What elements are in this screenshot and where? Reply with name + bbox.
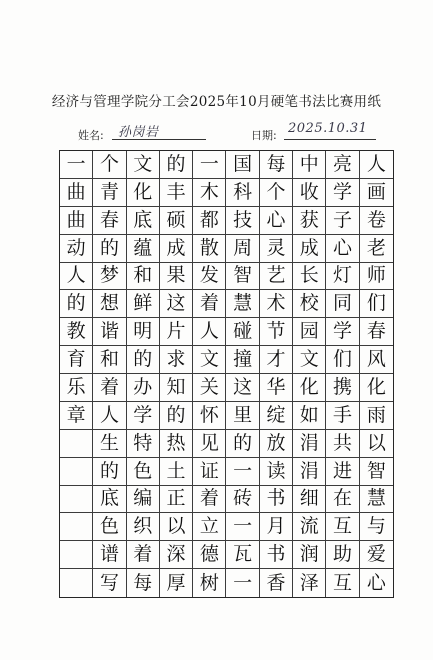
grid-cell: 这 — [226, 374, 259, 402]
grid-cell: 心 — [366, 571, 386, 594]
grid-cell: 子 — [326, 207, 359, 235]
grid-cell: 人 — [360, 151, 393, 179]
grid-cell: 月 — [260, 513, 293, 541]
grid-cell: 师 — [360, 263, 393, 291]
grid-cell: 化 — [127, 179, 160, 207]
grid-cell: 文 — [293, 346, 326, 374]
grid-cell: 如 — [293, 402, 326, 430]
grid-cell: 热 — [160, 430, 193, 458]
grid-cell: 周 — [226, 235, 259, 263]
sheet-title: 经济与管理学院分工会2025年10月硬笔书法比赛用纸 — [51, 94, 382, 110]
grid-cell: 艺 — [260, 263, 293, 291]
grid-cell: 深 — [160, 541, 193, 569]
grid-cell: 春 — [360, 318, 393, 346]
grid-cell: 科 — [226, 179, 259, 207]
grid-cell: 怀 — [193, 402, 226, 430]
grid-cell: 技 — [226, 207, 259, 235]
grid-cell — [60, 486, 93, 514]
grid-cell: 书 — [260, 541, 293, 569]
grid-cell — [60, 569, 93, 597]
grid-cell: 的 — [93, 458, 126, 486]
grid-cell: 互 — [326, 569, 359, 597]
name-label: 姓名: — [78, 129, 104, 142]
grid-cell: 每 — [127, 569, 160, 597]
grid-cell: 放 — [260, 430, 293, 458]
grid-cell: 关 — [193, 374, 226, 402]
grid-cell: 人 — [60, 263, 93, 291]
grid-cell — [60, 541, 93, 569]
grid-cell: 撞 — [226, 346, 259, 374]
name-value: 孙岗岩 — [118, 125, 159, 140]
grid-cell: 色 — [127, 458, 160, 486]
grid-cell: 学 — [326, 179, 359, 207]
grid-cell: 人 — [93, 402, 126, 430]
grid-cell: 细 — [293, 486, 326, 514]
grid-cell: 都 — [193, 207, 226, 235]
grid-cell: 发 — [193, 263, 226, 291]
grid-cell: 灯 — [326, 263, 359, 291]
grid-cell: 画 — [360, 179, 393, 207]
grid-cell: 书 — [260, 486, 293, 514]
grid-cell: 一 — [226, 569, 259, 597]
grid-cell: 碰 — [226, 318, 259, 346]
grid-cell: 瓦 — [226, 541, 259, 569]
grid-cell: 校 — [293, 290, 326, 318]
date-underline — [284, 139, 376, 140]
grid-cell: 曲 — [60, 179, 93, 207]
grid-cell: 知 — [160, 374, 193, 402]
grid-cell: 厚 — [160, 569, 193, 597]
grid-cell: 乐 — [60, 374, 93, 402]
grid-cell: 慧 — [226, 290, 259, 318]
grid-cell: 长 — [293, 263, 326, 291]
grid-cell: 互 — [326, 513, 359, 541]
grid-cell: 以 — [360, 430, 393, 458]
grid-cell: 助 — [326, 541, 359, 569]
grid-cell: 砖 — [226, 486, 259, 514]
grid-cell: 心 — [260, 207, 293, 235]
grid-cell: 想 — [93, 290, 126, 318]
grid-cell: 人 — [193, 318, 226, 346]
grid-cell: 学 — [326, 318, 359, 346]
grid-cell: 心 — [326, 235, 359, 263]
grid-cell: 编 — [127, 486, 160, 514]
grid-cell: 个 — [93, 151, 126, 179]
grid-cell: 学 — [127, 402, 160, 430]
grid-cell: 土 — [160, 458, 193, 486]
grid-cell: 曲 — [60, 207, 93, 235]
grid-cell: 与 — [360, 513, 393, 541]
grid-cell: 手 — [326, 402, 359, 430]
grid-cell: 一 — [193, 151, 226, 179]
grid-cell: 的 — [160, 402, 193, 430]
grid-cell: 谐 — [93, 318, 126, 346]
grid-cell: 见 — [193, 430, 226, 458]
grid-cell: 节 — [260, 318, 293, 346]
grid-cell: 证 — [193, 458, 226, 486]
grid-cell: 特 — [127, 430, 160, 458]
writing-grid — [59, 150, 394, 598]
grid-cell: 风 — [360, 346, 393, 374]
grid-cell: 以 — [160, 513, 193, 541]
grid-cell: 着 — [93, 374, 126, 402]
grid-cell: 泽 — [293, 569, 326, 597]
grid-cell: 蕴 — [127, 235, 160, 263]
grid-cell: 绽 — [260, 402, 293, 430]
grid-cell: 雨 — [360, 402, 393, 430]
date-value: 2025.10.31 — [288, 121, 368, 136]
grid-cell: 谱 — [93, 541, 126, 569]
grid-cell: 共 — [326, 430, 359, 458]
grid-cell: 果 — [160, 263, 193, 291]
grid-cell: 织 — [127, 513, 160, 541]
grid-cell: 的 — [60, 290, 93, 318]
grid-cell: 智 — [360, 458, 393, 486]
grid-cell: 着 — [193, 290, 226, 318]
grid-cell: 华 — [260, 374, 293, 402]
grid-cell: 们 — [326, 346, 359, 374]
grid-cell: 和 — [93, 346, 126, 374]
grid-cell: 底 — [127, 207, 160, 235]
grid-cell: 同 — [326, 290, 359, 318]
grid-cell: 底 — [93, 486, 126, 514]
grid-cell: 的 — [93, 235, 126, 263]
grid-cell: 的 — [127, 346, 160, 374]
grid-cell: 灵 — [260, 235, 293, 263]
grid-cell: 成 — [293, 235, 326, 263]
grid-cell: 获 — [293, 207, 326, 235]
grid-cell — [60, 458, 93, 486]
grid-cell: 进 — [326, 458, 359, 486]
grid-cell: 们 — [360, 290, 393, 318]
date-label: 日期: — [251, 129, 277, 142]
grid-cell: 着 — [193, 486, 226, 514]
grid-cell: 读 — [260, 458, 293, 486]
grid-cell — [60, 430, 93, 458]
grid-cell: 老 — [360, 235, 393, 263]
grid-cell: 立 — [193, 513, 226, 541]
grid-cell: 每 — [260, 151, 293, 179]
grid-cell: 春 — [93, 207, 126, 235]
grid-cell: 动 — [60, 235, 93, 263]
grid-cell: 教 — [60, 318, 93, 346]
grid-cell: 涓 — [293, 430, 326, 458]
grid-cell: 硕 — [160, 207, 193, 235]
grid-cell: 文 — [127, 151, 160, 179]
grid-cell: 香 — [260, 569, 293, 597]
grid-cell: 爱 — [360, 541, 393, 569]
grid-cell: 的 — [226, 430, 259, 458]
grid-cell: 亮 — [326, 151, 359, 179]
grid-cell: 国 — [226, 151, 259, 179]
grid-cell: 流 — [293, 513, 326, 541]
grid-cell: 梦 — [93, 263, 126, 291]
name-underline — [112, 139, 206, 140]
grid-cell: 涓 — [293, 458, 326, 486]
grid-cell: 片 — [160, 318, 193, 346]
grid-cell: 化 — [293, 374, 326, 402]
grid-cell: 化 — [360, 374, 393, 402]
grid-cell: 木 — [193, 179, 226, 207]
grid-cell: 园 — [293, 318, 326, 346]
grid-cell: 的 — [160, 151, 193, 179]
grid-cell: 一 — [60, 151, 93, 179]
grid-cell: 成 — [160, 235, 193, 263]
grid-cell: 着 — [127, 541, 160, 569]
grid-cell: 文 — [193, 346, 226, 374]
grid-cell: 术 — [260, 290, 293, 318]
grid-cell: 智 — [226, 263, 259, 291]
grid-cell: 章 — [60, 402, 93, 430]
grid-cell: 和 — [127, 263, 160, 291]
grid-cell: 德 — [193, 541, 226, 569]
grid-cell: 生 — [93, 430, 126, 458]
grid-cell: 散 — [193, 235, 226, 263]
grid-cell: 色 — [93, 513, 126, 541]
grid-cell: 中 — [293, 151, 326, 179]
grid-cell: 育 — [60, 346, 93, 374]
grid-cell: 收 — [293, 179, 326, 207]
grid-cell: 青 — [93, 179, 126, 207]
grid-cell: 才 — [260, 346, 293, 374]
grid-cell: 携 — [326, 374, 359, 402]
grid-cell: 一 — [226, 513, 259, 541]
grid-cell: 个 — [260, 179, 293, 207]
grid-cell: 正 — [160, 486, 193, 514]
grid-cell: 润 — [293, 541, 326, 569]
grid-cell: 办 — [127, 374, 160, 402]
grid-cell: 写 — [93, 569, 126, 597]
grid-cell: 明 — [127, 318, 160, 346]
grid-cell: 卷 — [360, 207, 393, 235]
grid-cell: 在 — [326, 486, 359, 514]
grid-cell: 丰 — [160, 179, 193, 207]
grid-cell: 里 — [226, 402, 259, 430]
grid-cell: 鲜 — [127, 290, 160, 318]
grid-cell: 求 — [160, 346, 193, 374]
grid-cell: 一 — [226, 458, 259, 486]
grid-cell — [60, 513, 93, 541]
grid-cell: 这 — [160, 290, 193, 318]
grid-cell: 树 — [193, 569, 226, 597]
grid-cell: 慧 — [360, 486, 393, 514]
